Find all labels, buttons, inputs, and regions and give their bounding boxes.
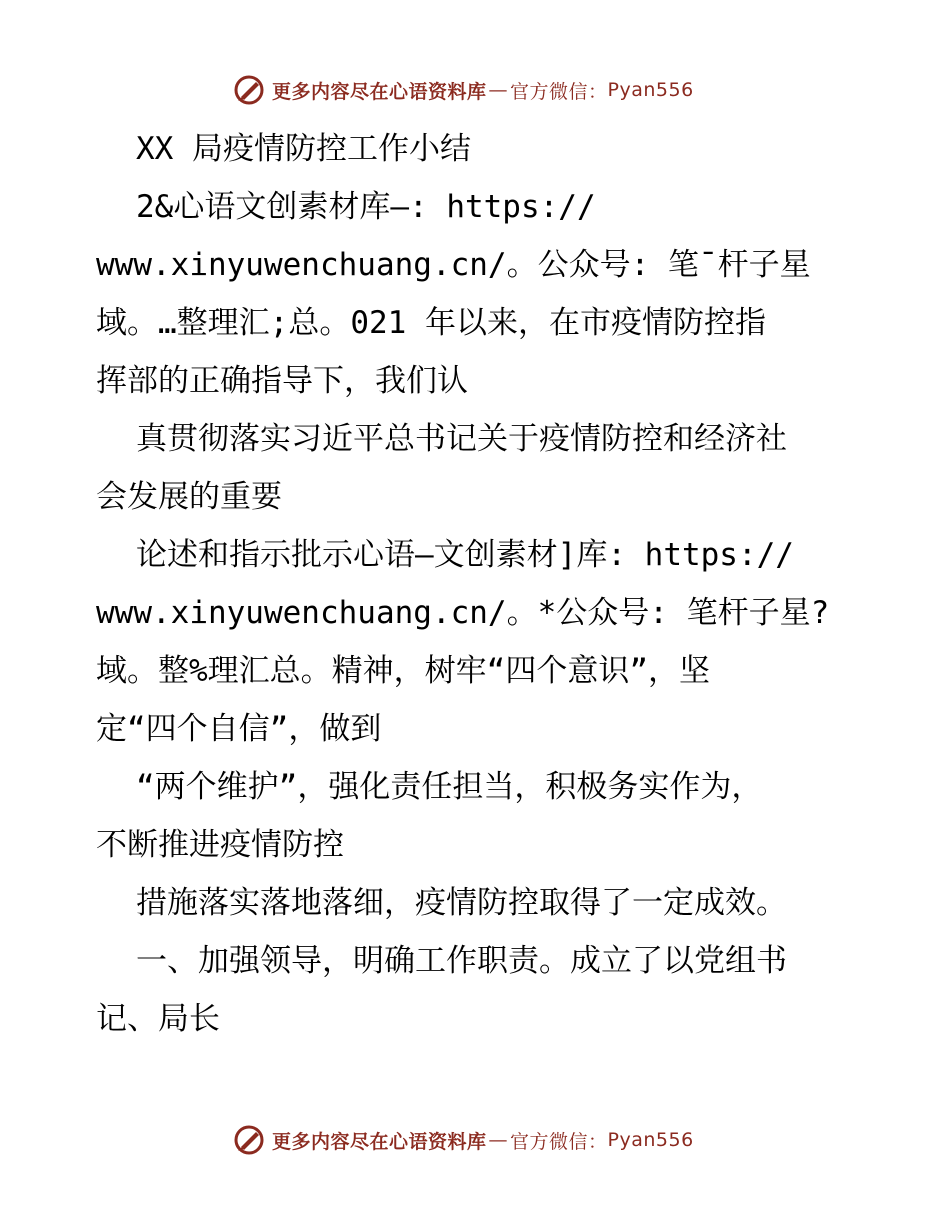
text-line: 真贯彻落实习近平总书记关于疫情防控和经济社 — [136, 421, 787, 457]
text-line: 挥部的正确指导下，我们认 — [96, 363, 468, 399]
document-body — [96, 120, 856, 1048]
watermark-separator: — — [488, 79, 509, 101]
text-line: 域。整%理汇总。精神，树牢“四个意识”，坚 — [96, 653, 710, 689]
text-line: “两个维护”，强化责任担当，积极务实作为， — [136, 769, 763, 805]
text-line: 措施落实落地落细，疫情防控取得了一定成效。 — [136, 885, 787, 921]
watermark-label: 官方微信： — [510, 80, 608, 103]
text-line: 论述和指示批示心语—文创素材]库: https:// — [136, 537, 794, 573]
watermark-id: Pyan556 — [607, 79, 694, 101]
text-line: 不断推进疫情防控 — [96, 827, 344, 863]
watermark-main-text: 更多内容尽在心语资料库 — [272, 80, 487, 103]
watermark-separator: — — [488, 1129, 509, 1151]
watermark-label: 官方微信： — [510, 1130, 608, 1153]
header-watermark — [232, 72, 694, 108]
pen-seal-logo-icon — [232, 73, 266, 107]
section-heading-line: 一、加强领导，明确工作职责。成立了以党组书 — [136, 943, 787, 979]
text-line: www.xinyuwenchuang.cn/。公众号: 笔¯杆子星 — [96, 247, 811, 283]
text-line: 会发展的重要 — [96, 479, 282, 515]
watermark-main-text: 更多内容尽在心语资料库 — [272, 1130, 487, 1153]
pen-seal-logo-icon — [232, 1123, 266, 1157]
footer-watermark — [232, 1122, 694, 1158]
text-line: 2&心语文创素材库—: https:// — [136, 189, 596, 225]
text-line: 域。…整理汇;总。021 年以来，在市疫情防控指 — [96, 305, 766, 341]
text-line: www.xinyuwenchuang.cn/。*公众号: 笔杆子星? — [96, 595, 830, 631]
text-line: 定“四个自信”，做到 — [96, 711, 382, 747]
text-line: 记、局长 — [96, 1001, 220, 1037]
watermark-id: Pyan556 — [607, 1129, 694, 1151]
document-title: XX 局疫情防控工作小结 — [136, 131, 471, 167]
